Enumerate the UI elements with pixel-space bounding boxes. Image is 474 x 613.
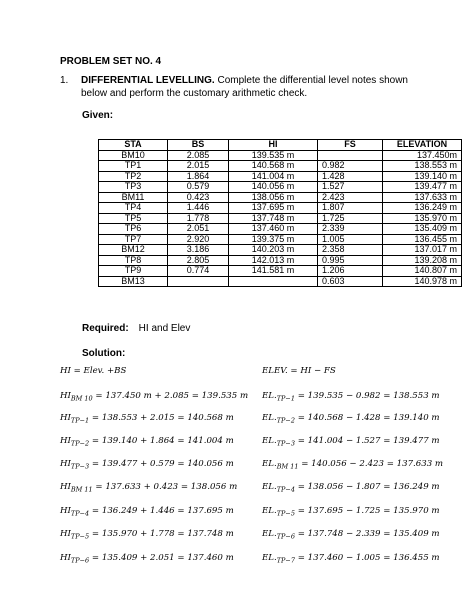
table-row xyxy=(99,213,462,224)
hi-formula: $HI_{TP-2} = 139.140 + 1.864 = 141.004$ m xyxy=(60,436,234,448)
table-row xyxy=(99,192,462,203)
elev-formula: $EL._{TP-3} = 141.004 - 1.527 = 139.477$ m xyxy=(262,436,440,448)
table-row xyxy=(99,266,462,277)
table-row xyxy=(99,150,462,161)
header-elevation: ELEVATION xyxy=(383,140,462,151)
cell-hi: 140.056 m xyxy=(229,182,318,193)
elev-formula: $EL._{TP-4} = 138.056 - 1.807 = 136.249$ m xyxy=(262,482,440,494)
cell-elevation: 139.477 m xyxy=(383,182,462,193)
cell-bs: 0.579 xyxy=(168,182,229,193)
problem-number: 1. xyxy=(60,75,69,86)
cell-bs: 2.085 xyxy=(168,150,229,161)
cell-sta: TP1 xyxy=(99,161,168,172)
cell-fs: 0.995 xyxy=(318,255,383,266)
table-row xyxy=(99,234,462,245)
hi-formula: $HI_{TP-5} = 135.970 + 1.778 = 137.748$ m xyxy=(60,529,234,541)
cell-hi: 139.535 m xyxy=(229,150,318,161)
hi-formula: $HI_{TP-3} = 139.477 + 0.579 = 140.056$ m xyxy=(60,459,234,471)
cell-elevation: 137.450m xyxy=(383,150,462,161)
cell-sta: BM11 xyxy=(99,192,168,203)
cell-bs: 2.920 xyxy=(168,234,229,245)
hi-formula: $HI_{TP-4} = 136.249 + 1.446 = 137.695$ m xyxy=(60,506,234,518)
cell-hi: 142.013 m xyxy=(229,255,318,266)
table-row xyxy=(99,182,462,193)
cell-elevation: 136.455 m xyxy=(383,234,462,245)
table-row xyxy=(99,161,462,172)
cell-sta: TP8 xyxy=(99,255,168,266)
cell-elevation: 139.208 m xyxy=(383,255,462,266)
header-bs: BS xyxy=(168,140,229,151)
cell-sta: TP9 xyxy=(99,266,168,277)
cell-elevation: 135.970 m xyxy=(383,213,462,224)
table-row xyxy=(99,276,462,287)
header-fs: FS xyxy=(318,140,383,151)
cell-fs: 0.603 xyxy=(318,276,383,287)
cell-elevation: 137.633 m xyxy=(383,192,462,203)
header-hi: HI xyxy=(229,140,318,151)
cell-hi: 139.375 m xyxy=(229,234,318,245)
cell-elevation: 140.978 m xyxy=(383,276,462,287)
problem-text xyxy=(81,74,430,100)
elev-formula: $EL._{TP-1} = 139.535 - 0.982 = 138.553$ m xyxy=(262,391,440,403)
cell-bs: 3.186 xyxy=(168,245,229,256)
header-sta: STA xyxy=(99,140,168,151)
cell-hi: 138.056 m xyxy=(229,192,318,203)
table-row xyxy=(99,224,462,235)
elev-formula: ELEV. = HI − FS xyxy=(262,366,336,376)
solution-label: Solution: xyxy=(82,348,126,359)
elev-formula: $EL._{TP-7} = 137.460 - 1.005 = 136.455$ m xyxy=(262,553,440,565)
cell-fs: 1.428 xyxy=(318,171,383,182)
cell-sta: BM10 xyxy=(99,150,168,161)
cell-hi: 137.460 m xyxy=(229,224,318,235)
cell-sta: TP3 xyxy=(99,182,168,193)
cell-elevation: 140.807 m xyxy=(383,266,462,277)
elev-formula: $EL._{TP-6} = 137.748 - 2.339 = 135.409$ m xyxy=(262,529,440,541)
problem-description: Complete the differential level notes shown below and perform the customary arithmetic check. xyxy=(81,75,408,99)
problem-statement xyxy=(60,74,430,100)
cell-elevation: 135.409 m xyxy=(383,224,462,235)
cell-sta: TP4 xyxy=(99,203,168,214)
cell-fs: 0.982 xyxy=(318,161,383,172)
cell-hi: 140.568 m xyxy=(229,161,318,172)
cell-hi: 141.004 m xyxy=(229,171,318,182)
cell-bs: 2.805 xyxy=(168,255,229,266)
level-notes-table xyxy=(98,139,462,287)
hi-formula: $HI_{BM 10} = 137.450$ m + 2.085 = 139.535 m xyxy=(60,391,249,403)
table-row xyxy=(99,245,462,256)
elev-formula: $EL._{BM 11} = 140.056 - 2.423 = 137.633$ m xyxy=(262,459,444,471)
page-title: PROBLEM SET NO. 4 xyxy=(60,56,162,67)
elev-formula: $EL._{TP-2} = 140.568 - 1.428 = 139.140$ m xyxy=(262,413,440,425)
cell-hi: 137.748 m xyxy=(229,213,318,224)
cell-hi: 137.695 m xyxy=(229,203,318,214)
required-value: HI and Elev xyxy=(138,323,191,334)
cell-sta: TP6 xyxy=(99,224,168,235)
given-label: Given: xyxy=(82,110,114,121)
table-row xyxy=(99,255,462,266)
cell-hi: 140.203 m xyxy=(229,245,318,256)
cell-sta: BM12 xyxy=(99,245,168,256)
cell-fs: 2.423 xyxy=(318,192,383,203)
cell-fs: 1.807 xyxy=(318,203,383,214)
cell-sta: TP2 xyxy=(99,171,168,182)
cell-elevation: 139.140 m xyxy=(383,171,462,182)
cell-hi: 141.581 m xyxy=(229,266,318,277)
table-row xyxy=(99,171,462,182)
hi-formula: HI = Elev. +BS xyxy=(60,366,127,376)
table-body xyxy=(99,150,462,287)
cell-sta: BM13 xyxy=(99,276,168,287)
table-header-row xyxy=(99,140,462,151)
cell-hi xyxy=(229,276,318,287)
cell-bs: 2.051 xyxy=(168,224,229,235)
table-row xyxy=(99,203,462,214)
required-line xyxy=(82,323,190,334)
cell-elevation: 138.553 m xyxy=(383,161,462,172)
cell-sta: TP7 xyxy=(99,234,168,245)
cell-fs: 1.527 xyxy=(318,182,383,193)
cell-elevation: 136.249 m xyxy=(383,203,462,214)
elev-formula: $EL._{TP-5} = 137.695 - 1.725 = 135.970$ m xyxy=(262,506,440,518)
cell-elevation: 137.017 m xyxy=(383,245,462,256)
cell-fs: 2.339 xyxy=(318,224,383,235)
cell-fs: 1.005 xyxy=(318,234,383,245)
cell-bs: 1.446 xyxy=(168,203,229,214)
hi-formula: $HI_{BM 11} = 137.633 + 0.423 = 138.056$ m xyxy=(60,482,238,494)
cell-fs xyxy=(318,150,383,161)
cell-bs: 0.423 xyxy=(168,192,229,203)
cell-bs: 0.774 xyxy=(168,266,229,277)
hi-formula: $HI_{TP-6} = 135.409 + 2.051 = 137.460$ m xyxy=(60,553,234,565)
problem-title: DIFFERENTIAL LEVELLING. xyxy=(81,75,215,86)
cell-bs: 1.864 xyxy=(168,171,229,182)
cell-bs: 2.015 xyxy=(168,161,229,172)
cell-fs: 1.206 xyxy=(318,266,383,277)
cell-bs xyxy=(168,276,229,287)
cell-fs: 1.725 xyxy=(318,213,383,224)
cell-bs: 1.778 xyxy=(168,213,229,224)
required-label: Required: xyxy=(82,323,129,334)
cell-sta: TP5 xyxy=(99,213,168,224)
cell-fs: 2.358 xyxy=(318,245,383,256)
hi-formula: $HI_{TP-1} = 138.553 + 2.015 = 140.568$ m xyxy=(60,413,234,425)
